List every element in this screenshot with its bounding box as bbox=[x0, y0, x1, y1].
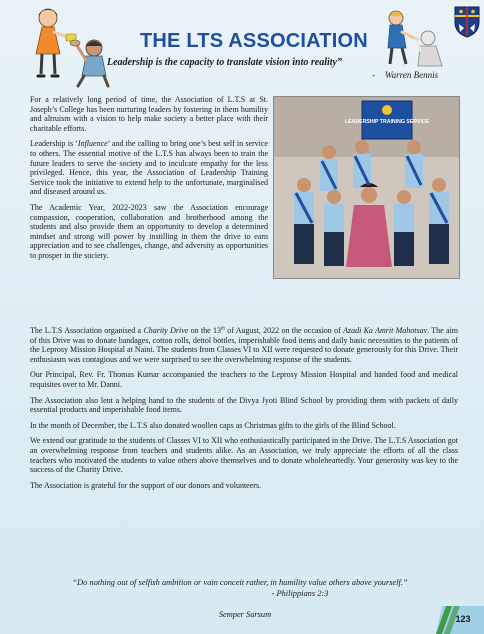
paragraph-2-rest: ’ and the calling to bring one’s best self in service to others. The essential motive of the L.T.S has always been to train the future leaders to serve the society and to inculcate empathy for the less privileged. Hence, this year, the Association of Leadership Training Service took the initiative to extend help to the unfortunate, marginalised and diseased around us. bbox=[30, 139, 268, 197]
paragraph-3: The Academic Year, 2022-2023 saw the Association encourage compassion, cooperation, collaboration and brotherhood among the students and also provide them an opportunity to develop a determined mindset and strong will power by instilling in them the drive to earn appreciation and to see challenges, change, and adversity as opportunities to prosper in the society. bbox=[30, 202, 268, 260]
emphasis-charity-drive: Charity Drive bbox=[143, 326, 189, 335]
emphasis-azadi: Azadi Ka Amrit Mahotsav bbox=[343, 326, 428, 335]
footer-quote-reference: - Philippians 2:3 bbox=[271, 589, 329, 598]
paragraph-2-start: Leadership is ‘ bbox=[30, 139, 78, 149]
paragraph-7: In the month of December, the L.T.S also donated woollen caps as Christmas gifts to the girls of the Blind School. bbox=[30, 420, 396, 430]
page-title: THE LTS ASSOCIATION bbox=[140, 30, 368, 52]
group-photo bbox=[273, 96, 460, 279]
date-ordinal: th bbox=[221, 326, 225, 332]
header-quote-author bbox=[372, 70, 438, 80]
paragraph-4-date: on the 13 bbox=[188, 326, 222, 335]
paragraph-8: We extend our gratitude to the students of Classes VI to XII who enthusiastically participated in the Drive. The L.T.S Association got an overwhelming response from teachers and students alike. As an Association, we truly appreciate the efforts of all the class teachers who motivated the students to value others above themselves and to donate wholeheartedly. Your generosity was key to the success of the Charity Drive. bbox=[30, 436, 458, 475]
page-number: 123 bbox=[455, 614, 471, 624]
emphasis-influence: Influence bbox=[77, 139, 108, 149]
paragraph-4-mid: of August, 2022 on the occasion of bbox=[224, 326, 344, 335]
paragraph-4-start: The L.T.S Association organised a bbox=[30, 326, 144, 335]
quote-author-dash: - bbox=[372, 70, 375, 80]
quote-author-name: Warren Bennis bbox=[385, 70, 439, 80]
school-crest-icon bbox=[452, 4, 482, 38]
paragraph-6: The Association also lent a helping hand to the students of the Divya Jyoti Blind School by providing them with packets of daily essential products and imperishable food items. bbox=[30, 395, 458, 415]
paragraph-4-rest: . The aim of this Drive was to donate bandages, cotton rolls, dettol bottles, imperishable food items and daily basic necessities to the patients of the Leprosy Mission Hospital at Naini. The students from Classes VI to XII were requested to donate generously for this Drive. Their enthusiasm was contagious and we were surprised to see the overwhelming response of the students. bbox=[30, 326, 459, 364]
body-column-left bbox=[30, 95, 268, 267]
paragraph-9: The Association is grateful for the support of our donors and volunteers. bbox=[30, 480, 262, 490]
footer-brand: Semper Sursum bbox=[218, 610, 272, 619]
paragraph-2 bbox=[30, 139, 268, 197]
header-quote: Leadership is the capacity to translate vision into reality” bbox=[107, 57, 342, 68]
cartoon-children-sharing-icon bbox=[8, 4, 118, 90]
body-column-full bbox=[30, 326, 458, 496]
paragraph-5: Our Principal, Rev. Fr. Thomas Kumar accompanied the teachers to the Leprosy Mission Hospital and handed food and medical requisites over to Mr. Danni. bbox=[30, 370, 458, 389]
paragraph-4 bbox=[30, 326, 458, 364]
footer-quote: “Do nothing out of selfish ambition or vain conceit rather, in humility value others above yourself.” bbox=[72, 578, 408, 587]
paragraph-1: For a relatively long period of time, the Association of L.T.S at St. Joseph’s College has been nurturing leaders by fostering in them humility and altruism with a vision to help make society a better place with their charitable efforts. bbox=[30, 95, 268, 133]
photo-banner-text: LEADERSHIP TRAINING SERVICE bbox=[345, 119, 429, 125]
